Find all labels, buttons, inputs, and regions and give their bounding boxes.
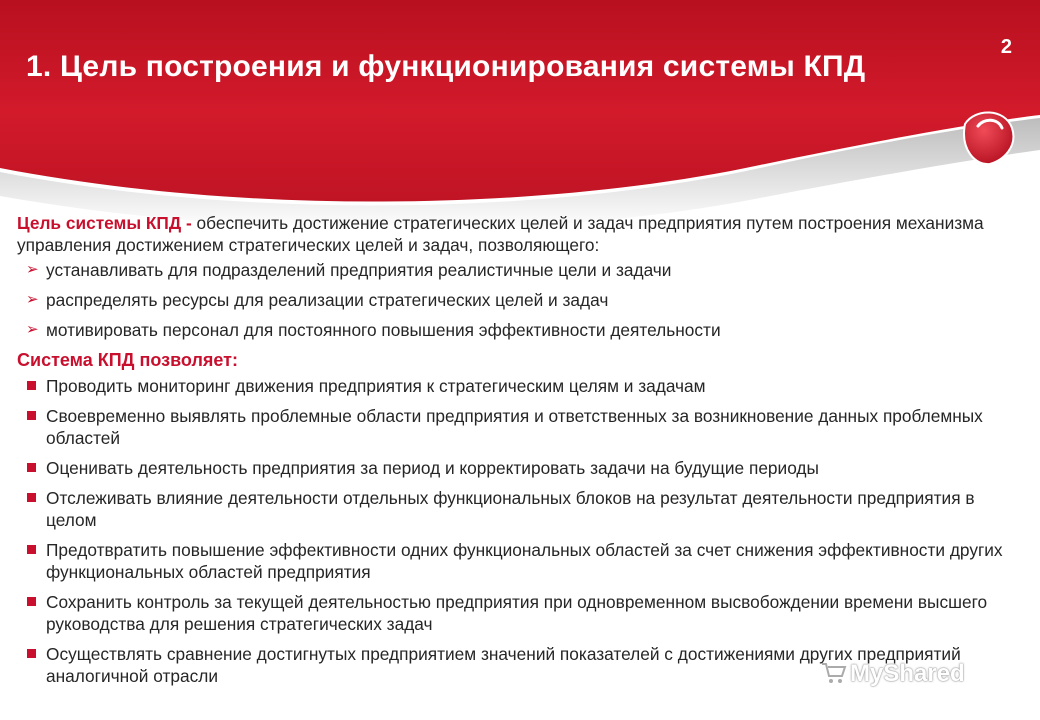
intro-paragraph xyxy=(17,212,1017,256)
list-item: Осуществлять сравнение достигнутых предприятием значений показателей с достижениями других предприятий аналогичной отрасли xyxy=(17,643,1017,687)
square-bullet-icon xyxy=(27,411,36,420)
watermark-cart-icon xyxy=(820,660,848,686)
square-bullet-icon xyxy=(27,597,36,606)
intro-text: обеспечить достижение стратегических целей и задач предприятия путем построения механизма управления достижением стратегических целей и задач, позволяющего: xyxy=(17,213,984,255)
watermark: MyShared xyxy=(850,660,965,687)
square-bullet-icon xyxy=(27,649,36,658)
square-bullet-icon xyxy=(27,463,36,472)
benefits-list xyxy=(17,375,1017,687)
list-item: ➢ устанавливать для подразделений предприятия реалистичные цели и задачи xyxy=(26,260,672,280)
arrow-bullet-icon: ➢ xyxy=(26,321,39,338)
square-bullet-icon xyxy=(27,545,36,554)
list-item: ➢ распределять ресурсы для реализации стратегических целей и задач xyxy=(26,290,609,310)
list-item: Своевременно выявлять проблемные области предприятия и ответственных за возникновение данных проблемных областей xyxy=(17,405,1017,449)
list-item: ➢ мотивировать персонал для постоянного повышения эффективности деятельности xyxy=(26,320,721,340)
list-item: Сохранить контроль за текущей деятельностью предприятия при одновременном высвобождении времени высшего руководства для решения стратегических задач xyxy=(17,591,1017,635)
arrow-bullet-icon: ➢ xyxy=(26,291,39,308)
list-item: Предотвратить повышение эффективности одних функциональных областей за счет снижения эффективности других функциональных областей предприятия xyxy=(17,539,1017,583)
intro-lead: Цель системы КПД - xyxy=(17,213,192,233)
logo-icon xyxy=(964,112,1013,164)
square-bullet-icon xyxy=(27,493,36,502)
arrow-bullet-icon: ➢ xyxy=(26,261,39,278)
list-item: Отслеживать влияние деятельности отдельных функциональных блоков на результат деятельности предприятия в целом xyxy=(17,487,1017,531)
section-heading: Система КПД позволяет: xyxy=(17,350,238,370)
list-item: Проводить мониторинг движения предприятия к стратегическим целям и задачам xyxy=(17,375,1017,397)
goals-list xyxy=(17,259,1017,341)
slide-content xyxy=(17,212,1017,695)
page-number: 2 xyxy=(1000,36,1012,58)
list-item: Оценивать деятельность предприятия за период и корректировать задачи на будущие периоды xyxy=(17,457,1017,479)
slide-title: 1. Цель построения и функционирования системы КПД xyxy=(26,50,866,83)
square-bullet-icon xyxy=(27,381,36,390)
